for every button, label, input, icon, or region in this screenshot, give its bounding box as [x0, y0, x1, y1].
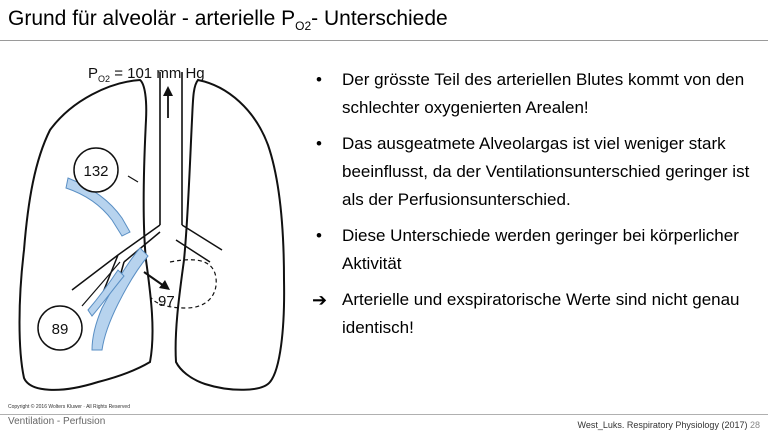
- mixed-value: 97: [158, 293, 175, 310]
- right-lung-outline: [176, 80, 285, 390]
- conclusion-text: Arterielle und exspiratorische Werte sind nicht genau identisch!: [342, 290, 740, 337]
- bullet-text: Diese Unterschiede werden geringer bei körperlicher Aktivität: [342, 226, 739, 273]
- lung-diagram: [0, 46, 300, 406]
- copyright-note: Copyright © 2016 Wolters Kluwer · All Rights Reserved: [8, 404, 130, 410]
- base-value: 89: [51, 321, 69, 338]
- arrow-icon: ➔: [312, 290, 328, 310]
- bullet-marker: •: [316, 226, 322, 245]
- conclusion-item: [312, 286, 762, 342]
- bullet-text: Der grösste Teil des arteriellen Blutes kommt von den schlechter oxygenierten Arealen!: [342, 70, 745, 117]
- mixed-blood-arrow: [144, 272, 164, 286]
- title-divider: [0, 40, 768, 41]
- apex-value: 132: [83, 163, 109, 180]
- po2-label: $P_{O2} = 101$ mm Hg: [88, 65, 205, 84]
- bullet-text: Das ausgeatmete Alveolargas ist viel weniger stark beeinflusst, da der Ventilationsunterschied geringer ist als der Perfusionsunterschied.: [342, 134, 750, 209]
- slide-title: Grund für alveolär - arterielle $P_{O2}-$ Unterschiede: [8, 7, 448, 34]
- bullet-marker: •: [316, 70, 322, 89]
- bullet-item: [312, 222, 762, 278]
- bullet-item: [312, 130, 762, 214]
- bullet-marker: •: [316, 134, 322, 153]
- bullet-list: [312, 66, 762, 350]
- bullet-item: [312, 66, 762, 122]
- footer-topic: Ventilation - Perfusion: [8, 416, 106, 427]
- footer-divider: [0, 414, 768, 415]
- footer-source: West_Luks. Respiratory Physiology (2017) 28: [577, 420, 760, 430]
- left-lung-outline: [20, 80, 153, 390]
- page-number: 28: [749, 420, 760, 430]
